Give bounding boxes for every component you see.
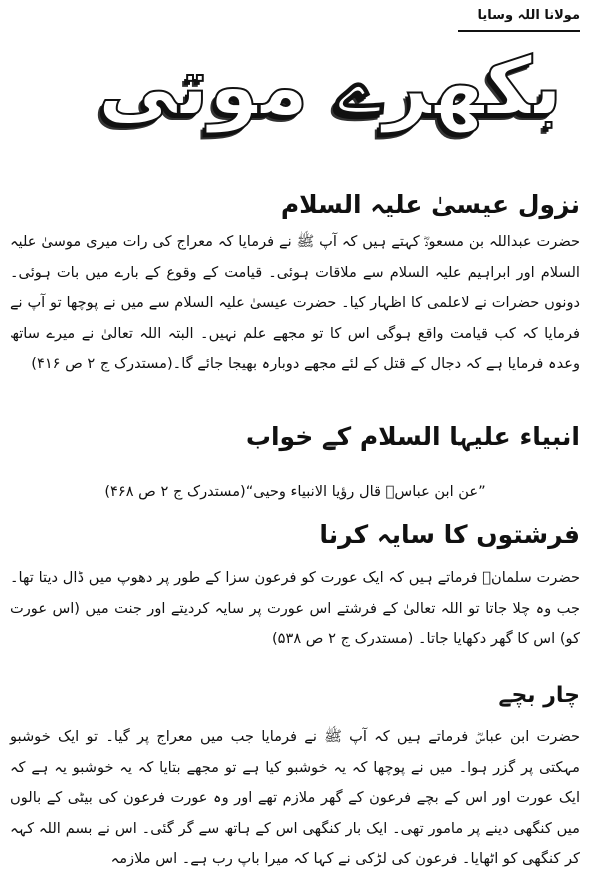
section-body-angels-shade: حضرت سلمانؓ فرماتے ہیں کہ ایک عورت کو فرعون سزا کے طور پر دھوپ میں ڈال دیتا تھا۔ جب وہ چلا جاتا تو اللہ تعالیٰ کے فرشتے اس عورت پر سایہ کردیتے اور جنت میں (اس عورت کو) اس کا گھر دکھایا جاتا۔ (مستدرک ج ۲ ص ۵۳۸) bbox=[10, 569, 580, 647]
section-heading-angels-shade: فرشتوں کا سایہ کرنا bbox=[319, 520, 580, 549]
section-heading-descent-of-isa: نزول عیسیٰ علیہ السلام bbox=[280, 190, 580, 219]
author-byline: مولانا اللہ وسایا bbox=[458, 4, 580, 32]
section-body-prophets-dreams: ”عن ابن عباسؓ قال رؤیا الانبیاء وحیی“(مستدرک ج ۲ ص ۴۶۸) bbox=[104, 483, 486, 500]
section-heading-prophets-dreams: انبیاء علیہا السلام کے خواب bbox=[245, 422, 580, 451]
masthead-title: بکھرے موتی bbox=[97, 40, 563, 133]
section-body-four-children: حضرت ابن عباسؓ فرماتے ہیں کہ آپ ﷺ نے فرمایا جب میں معراج پر گیا۔ تو ایک خوشبو مہکتی پر گزر ہوا۔ میں نے پوچھا کہ یہ خوشبو کیا ہے تو مجھے بتایا کہ یہ خوشبو یہ ہے کہ ایک عورت اور اس کے بچے فرعون کے گھر ملازم تھے اور وہ عورت فرعون کی بیٹی کے بالوں میں کنگھی دینے پر مامور تھی۔ ایک بار کنگھی اس کے ہاتھ سے گر گئی۔ اس نے بسم اللہ کہہ کر کنگھی کو اٹھایا۔ فرعون کی لڑکی نے کہا کہ میرا باپ رب ہے۔ اس ملازمہ bbox=[10, 728, 580, 867]
masthead bbox=[95, 28, 565, 146]
section-heading-four-children: چار بچے bbox=[498, 683, 580, 708]
section-body-descent-of-isa: حضرت عبداللہ بن مسعودؓ کہتے ہیں کہ آپ ﷺ نے فرمایا کہ معراج کی رات میری موسیٰ علیہ السلام اور ابراہیم علیہ السلام سے ملاقات ہوئی۔ قیامت کے وقوع کے بارے میں بات ہوئی۔ دونوں حضرات نے لاعلمی کا اظہار کیا۔ حضرت عیسیٰ علیہ السلام سے میں نے پوچھا تو آپ نے فرمایا کہ کب قیامت واقع ہوگی اس کا تو مجھے علم نہیں۔ البتہ اللہ تعالیٰ نے میرے ساتھ وعدہ فرمایا ہے کہ دجال کے قتل کے لئے مجھے دوبارہ بھیجا جائے گا۔(مستدرک ج ۲ ص ۴۱۶) bbox=[10, 233, 580, 372]
